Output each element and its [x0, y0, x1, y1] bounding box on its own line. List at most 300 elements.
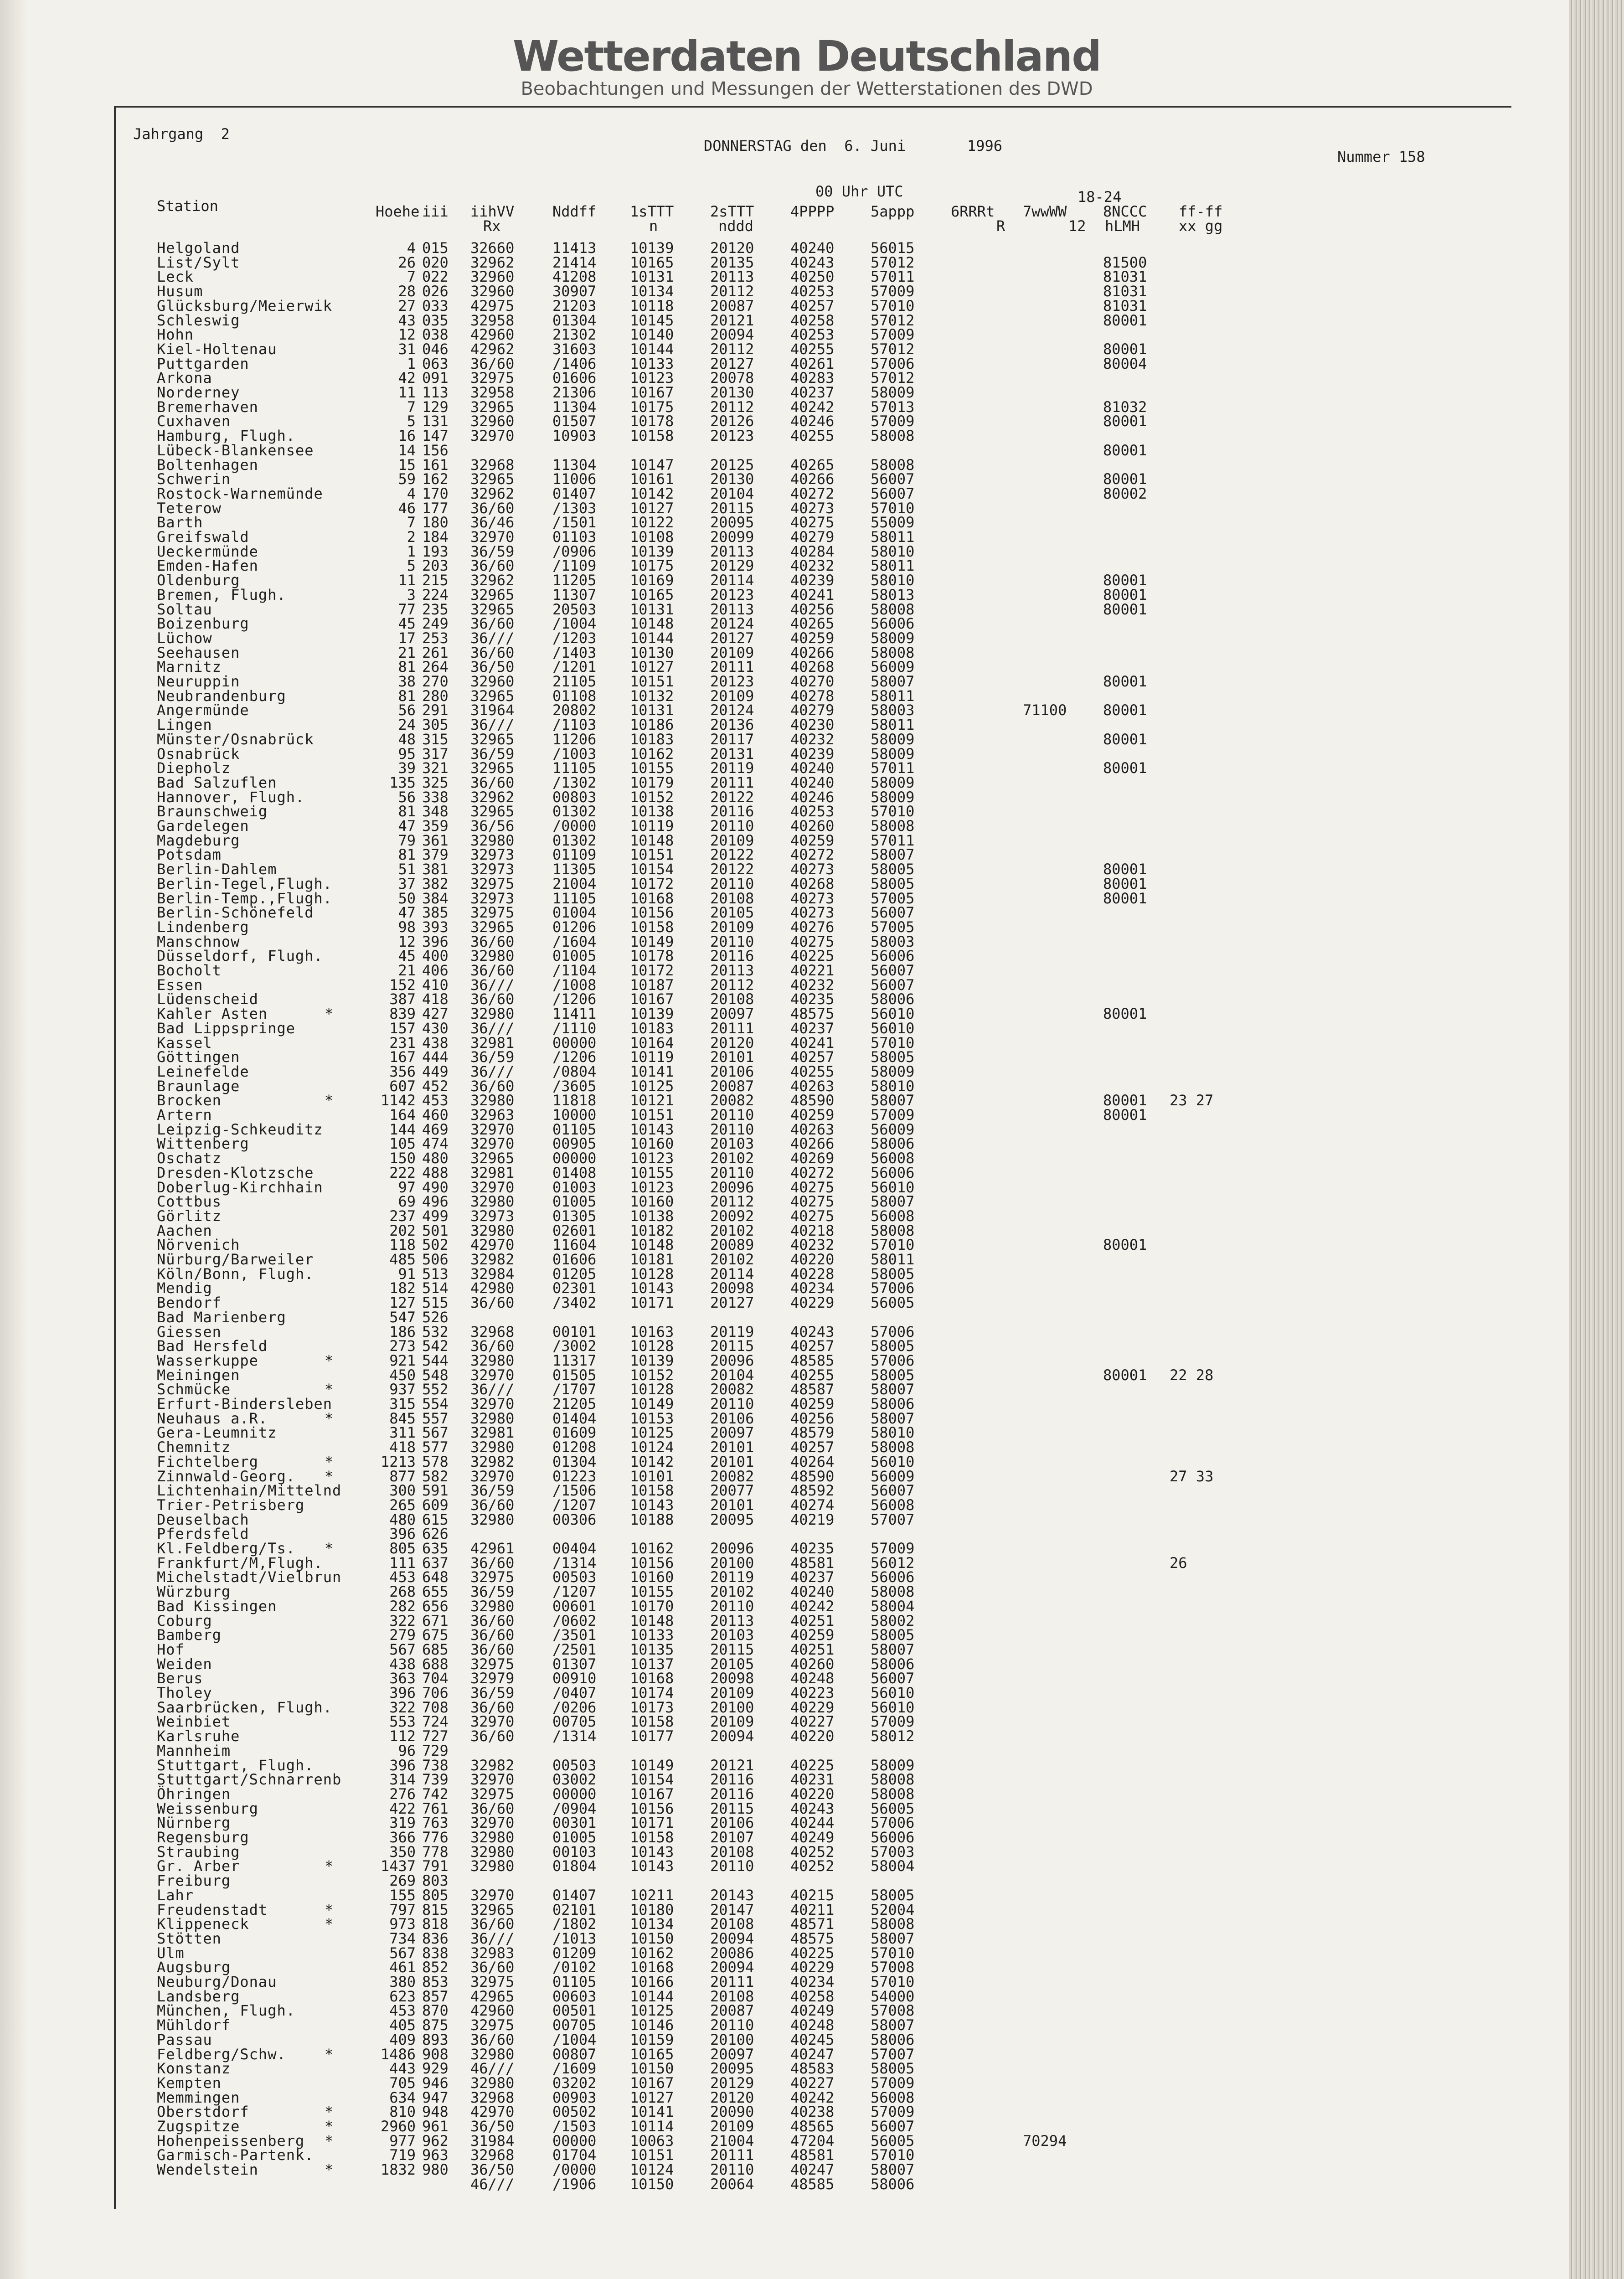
- hoehe: 167: [389, 1048, 416, 1066]
- group-4pppp: 40268: [790, 658, 835, 676]
- iihvv: 36/56: [470, 817, 515, 835]
- group-ff: 23 27: [1170, 1092, 1214, 1109]
- group-2sttt: 20110: [710, 1164, 754, 1181]
- station-name: Münster/Osnabrück: [157, 730, 314, 748]
- station-name: Lichtenhain/Mittelnd: [157, 1482, 342, 1500]
- iii: 026: [422, 283, 449, 300]
- group-4pppp: 40240: [790, 759, 835, 777]
- group-1sttt: 10154: [630, 861, 674, 878]
- hoehe: 43: [398, 311, 416, 329]
- group-5appp: 55009: [871, 514, 915, 531]
- group-5appp: 56005: [871, 2132, 915, 2150]
- group-1sttt: 10146: [630, 2016, 674, 2034]
- nddff: 00910: [552, 1670, 597, 1687]
- mountain-marker: *: [325, 2118, 334, 2135]
- iii: 321: [422, 759, 449, 777]
- station-name: Augsburg: [157, 1959, 231, 1976]
- group-8nccc: 80001: [1103, 572, 1147, 589]
- iii: 261: [422, 644, 449, 661]
- group-4pppp: 40219: [790, 1511, 835, 1528]
- group-1sttt: 10149: [630, 1756, 674, 1774]
- station-name: Schmücke: [157, 1381, 231, 1398]
- station-name: Wendelstein: [157, 2161, 258, 2179]
- group-5appp: 58005: [871, 1048, 915, 1066]
- hoehe: 7: [407, 268, 416, 286]
- iihvv: 42975: [470, 297, 515, 315]
- iii: 020: [422, 253, 449, 271]
- group-2sttt: 20099: [710, 528, 754, 546]
- group-5appp: 58009: [871, 1756, 915, 1774]
- group-4pppp: 48581: [790, 1554, 835, 1572]
- iii: 253: [422, 629, 449, 647]
- group-4pppp: 40239: [790, 572, 835, 589]
- group-8nccc: 81500: [1103, 253, 1147, 271]
- group-4pppp: 40235: [790, 1540, 835, 1557]
- group-1sttt: 10147: [630, 456, 674, 474]
- iihvv: 32980: [470, 1829, 515, 1846]
- group-1sttt: 10148: [630, 831, 674, 849]
- station-name: Saarbrücken, Flugh.: [157, 1698, 333, 1716]
- hoehe: 5: [407, 412, 416, 430]
- nddff: /1604: [552, 933, 597, 950]
- group-2sttt: 20120: [710, 239, 754, 257]
- station-name: Emden-Hafen: [157, 557, 258, 575]
- group-4pppp: 40241: [790, 586, 835, 603]
- group-5appp: 56007: [871, 2118, 915, 2135]
- group-2sttt: 20117: [710, 730, 754, 748]
- iii: 385: [422, 904, 449, 922]
- group-5appp: 56010: [871, 1684, 915, 1702]
- station-name: Garmisch-Partenk.: [157, 2146, 314, 2164]
- nddff: /1506: [552, 1482, 597, 1500]
- iii: 729: [422, 1742, 449, 1759]
- group-5appp: 58006: [871, 1135, 915, 1153]
- group-4pppp: 40259: [790, 629, 835, 647]
- nddff: /0206: [552, 1698, 597, 1716]
- group-1sttt: 10182: [630, 1222, 674, 1239]
- group-2sttt: 20123: [710, 586, 754, 603]
- hoehe: 105: [389, 1135, 416, 1153]
- group-4pppp: 40241: [790, 1034, 835, 1052]
- station-name: Lübeck-Blankensee: [157, 441, 314, 459]
- group-4pppp: 40260: [790, 817, 835, 835]
- nddff: /2501: [552, 1640, 597, 1658]
- group-5appp: 58005: [871, 1265, 915, 1283]
- station-name: Potsdam: [157, 846, 222, 864]
- nddff: 00103: [552, 1843, 597, 1861]
- group-2sttt: 20147: [710, 1901, 754, 1918]
- nddff: 11413: [552, 239, 597, 257]
- nddff: 00503: [552, 1756, 597, 1774]
- station-name: München, Flugh.: [157, 2002, 295, 2020]
- hoehe: 268: [389, 1583, 416, 1601]
- group-1sttt: 10119: [630, 1048, 674, 1066]
- nddff: 02601: [552, 1222, 597, 1239]
- hoehe: 50: [398, 889, 416, 907]
- group-5appp: 58006: [871, 1655, 915, 1673]
- group-2sttt: 20100: [710, 1554, 754, 1572]
- group-4pppp: 40257: [790, 1337, 835, 1355]
- station-name: Gera-Leumnitz: [157, 1424, 277, 1442]
- group-4pppp: 40252: [790, 1843, 835, 1861]
- hoehe: 485: [389, 1251, 416, 1268]
- station-name: Fichtelberg: [157, 1453, 258, 1470]
- group-4pppp: 40229: [790, 1959, 835, 1976]
- group-4pppp: 40258: [790, 1987, 835, 2005]
- nddff: 01005: [552, 1829, 597, 1846]
- group-5appp: 56008: [871, 1207, 915, 1225]
- iihvv: 42960: [470, 326, 515, 344]
- station-name: Bad Kissingen: [157, 1597, 277, 1615]
- group-1sttt: 10128: [630, 1265, 674, 1283]
- group-4pppp: 48590: [790, 1092, 835, 1109]
- group-2sttt: 20110: [710, 1857, 754, 1875]
- group-2sttt: 20113: [710, 542, 754, 560]
- group-5appp: 56008: [871, 1150, 915, 1167]
- iihvv: 32968: [470, 2088, 515, 2106]
- group-2sttt: 20096: [710, 1178, 754, 1196]
- station-name: Klippeneck: [157, 1915, 249, 1933]
- group-5appp: 57011: [871, 831, 915, 849]
- hoehe: 21: [398, 644, 416, 661]
- group-8nccc: 80001: [1103, 701, 1147, 719]
- iii: 348: [422, 803, 449, 820]
- iii: 980: [422, 2161, 449, 2179]
- station-name: Bremen, Flugh.: [157, 586, 286, 603]
- iii: 291: [422, 701, 449, 719]
- nddff: 01404: [552, 1409, 597, 1427]
- nddff: 01609: [552, 1424, 597, 1442]
- nddff: /0904: [552, 1799, 597, 1817]
- hoehe: 15: [398, 456, 416, 474]
- iihvv: 32973: [470, 861, 515, 878]
- group-1sttt: 10144: [630, 629, 674, 647]
- group-1sttt: 10178: [630, 947, 674, 965]
- iihvv: 32970: [470, 1814, 515, 1832]
- iihvv: 32960: [470, 673, 515, 690]
- group-5appp: 58008: [871, 456, 915, 474]
- group-4pppp: 40275: [790, 933, 835, 950]
- station-name: Dresden-Klotzsche: [157, 1164, 314, 1181]
- iii: 384: [422, 889, 449, 907]
- group-4pppp: 40253: [790, 326, 835, 344]
- iihvv: 36/60: [470, 1799, 515, 1817]
- nddff: /1110: [552, 1019, 597, 1037]
- group-1sttt: 10125: [630, 1077, 674, 1095]
- iihvv: 32973: [470, 846, 515, 864]
- iihvv: 32963: [470, 1106, 515, 1124]
- group-2sttt: 20101: [710, 1439, 754, 1456]
- nddff: 01704: [552, 2146, 597, 2164]
- iii: 280: [422, 687, 449, 705]
- station-name: Trier-Petrisberg: [157, 1496, 305, 1514]
- hoehe: 51: [398, 861, 416, 878]
- col-5appp: 5appp: [871, 203, 915, 220]
- station-name: Cuxhaven: [157, 412, 231, 430]
- group-2sttt: 20104: [710, 485, 754, 502]
- iii: 506: [422, 1251, 449, 1268]
- group-2sttt: 20116: [710, 1771, 754, 1789]
- group-5appp: 57006: [871, 1814, 915, 1832]
- group-5appp: 58007: [871, 1092, 915, 1109]
- group-5appp: 56010: [871, 1005, 915, 1023]
- iii: 113: [422, 384, 449, 401]
- iii: 063: [422, 355, 449, 372]
- iihvv: 32980: [470, 2074, 515, 2092]
- group-4pppp: 40220: [790, 1785, 835, 1803]
- group-2sttt: 20100: [710, 1698, 754, 1716]
- nddff: 00501: [552, 2002, 597, 2020]
- group-2sttt: 20095: [710, 514, 754, 531]
- iihvv: 32970: [470, 1120, 515, 1138]
- nddff: 01606: [552, 1251, 597, 1268]
- station-name: Angermünde: [157, 701, 249, 719]
- station-name: Bad Marienberg: [157, 1308, 286, 1326]
- group-8nccc: 81031: [1103, 283, 1147, 300]
- group-5appp: 56006: [871, 615, 915, 633]
- group-2sttt: 20127: [710, 1294, 754, 1312]
- iii: 688: [422, 1655, 449, 1673]
- iihvv: 32965: [470, 918, 515, 936]
- hoehe: 937: [389, 1381, 416, 1398]
- hoehe: 396: [389, 1525, 416, 1543]
- mountain-marker: *: [325, 1092, 334, 1109]
- iihvv: 36/59: [470, 1048, 515, 1066]
- hoehe: 157: [389, 1019, 416, 1037]
- group-4pppp: 40240: [790, 773, 835, 791]
- group-5appp: 57009: [871, 1106, 915, 1124]
- hoehe: 366: [389, 1829, 416, 1846]
- station-name: Würzburg: [157, 1583, 231, 1601]
- group-1sttt: 10156: [630, 1799, 674, 1817]
- group-8nccc: 80001: [1103, 861, 1147, 878]
- nddff: 01408: [552, 1164, 597, 1181]
- hoehe: 81: [398, 687, 416, 705]
- station-name: Freudenstadt: [157, 1901, 268, 1918]
- group-8nccc: 80001: [1103, 340, 1147, 358]
- group-4pppp: 40275: [790, 1178, 835, 1196]
- station-name: Mendig: [157, 1279, 212, 1297]
- mountain-marker: *: [325, 1351, 334, 1369]
- iihvv: 36/60: [470, 499, 515, 517]
- group-5appp: 56007: [871, 976, 915, 994]
- nddff: 10000: [552, 1106, 597, 1124]
- group-1sttt: 10143: [630, 1857, 674, 1875]
- group-5appp: 57010: [871, 1973, 915, 1990]
- group-2sttt: 20112: [710, 340, 754, 358]
- group-5appp: 58005: [871, 2060, 915, 2078]
- station-name: Frankfurt/M,Flugh.: [157, 1554, 323, 1572]
- group-5appp: 56010: [871, 1698, 915, 1716]
- nddff: /1008: [552, 976, 597, 994]
- iihvv: 36/60: [470, 962, 515, 979]
- group-8nccc: 80001: [1103, 673, 1147, 690]
- station-name: Konstanz: [157, 2060, 231, 2078]
- nddff: 01302: [552, 831, 597, 849]
- station-name: Neuhaus a.R.: [157, 1409, 268, 1427]
- group-2sttt: 20129: [710, 557, 754, 575]
- nddff: 01103: [552, 528, 597, 546]
- group-1sttt: 10153: [630, 1409, 674, 1427]
- group-5appp: 58008: [871, 1785, 915, 1803]
- group-4pppp: 40257: [790, 1048, 835, 1066]
- station-name: Aachen: [157, 1222, 212, 1239]
- group-2sttt: 20082: [710, 1467, 754, 1485]
- station-name: Schleswig: [157, 311, 240, 329]
- station-name: Bad Lippspringe: [157, 1019, 295, 1037]
- group-1sttt: 10188: [630, 1511, 674, 1528]
- group-2sttt: 20130: [710, 384, 754, 401]
- iii: 685: [422, 1640, 449, 1658]
- station-name: Nürnberg: [157, 1814, 231, 1832]
- iii: 015: [422, 239, 449, 257]
- group-1sttt: 10123: [630, 1150, 674, 1167]
- iii: 875: [422, 2016, 449, 2034]
- group-4pppp: 40252: [790, 1857, 835, 1875]
- iihvv: 32958: [470, 311, 515, 329]
- group-1sttt: 10127: [630, 499, 674, 517]
- iii: 156: [422, 441, 449, 459]
- iii: 961: [422, 2118, 449, 2135]
- nddff: /1303: [552, 499, 597, 517]
- group-2sttt: 21004: [710, 2132, 754, 2150]
- col-7wwww: 7wwWW: [1023, 203, 1067, 220]
- nddff: 01505: [552, 1366, 597, 1384]
- iihvv: 36/60: [470, 355, 515, 372]
- group-2sttt: 20104: [710, 1366, 754, 1384]
- hoehe: 11: [398, 384, 416, 401]
- group-4pppp: 40272: [790, 846, 835, 864]
- nddff: 01005: [552, 947, 597, 965]
- iii: 129: [422, 398, 449, 416]
- group-1sttt: 10123: [630, 1178, 674, 1196]
- group-5appp: 58010: [871, 1424, 915, 1442]
- hoehe: 144: [389, 1120, 416, 1138]
- hoehe: 567: [389, 1944, 416, 1962]
- group-5appp: 58008: [871, 1439, 915, 1456]
- mountain-marker: *: [325, 1901, 334, 1918]
- group-1sttt: 10160: [630, 1193, 674, 1211]
- iihvv: 32965: [470, 730, 515, 748]
- nddff: 00306: [552, 1511, 597, 1528]
- iii: 803: [422, 1872, 449, 1890]
- iii: 948: [422, 2103, 449, 2121]
- hoehe: 265: [389, 1496, 416, 1514]
- station-name: Lingen: [157, 716, 212, 734]
- group-1sttt: 10156: [630, 904, 674, 922]
- group-2sttt: 20116: [710, 803, 754, 820]
- group-2sttt: 20124: [710, 701, 754, 719]
- mountain-marker: *: [325, 2132, 334, 2150]
- iihvv: 32965: [470, 1150, 515, 1167]
- group-1sttt: 10178: [630, 412, 674, 430]
- group-2sttt: 20113: [710, 600, 754, 618]
- group-1sttt: 10149: [630, 933, 674, 950]
- iihvv: 36/50: [470, 2118, 515, 2135]
- iihvv: 32970: [470, 427, 515, 445]
- hoehe: 350: [389, 1843, 416, 1861]
- group-1sttt: 10131: [630, 268, 674, 286]
- nddff: 03002: [552, 1771, 597, 1789]
- iihvv: 36///: [470, 1062, 515, 1080]
- station-name: Gr. Arber: [157, 1857, 240, 1875]
- group-1sttt: 10175: [630, 557, 674, 575]
- group-2sttt: 20127: [710, 355, 754, 372]
- nddff: 00705: [552, 2016, 597, 2034]
- iii: 836: [422, 1929, 449, 1947]
- group-1sttt: 10160: [630, 1135, 674, 1153]
- page-subtitle: Beobachtungen und Messungen der Wetterstationen des DWD: [521, 78, 1093, 99]
- station-name: Stuttgart/Schnarrenb: [157, 1771, 342, 1789]
- hoehe: 16: [398, 427, 416, 445]
- group-2sttt: 20087: [710, 1077, 754, 1095]
- iihvv: 32980: [470, 1005, 515, 1023]
- group-2sttt: 20094: [710, 326, 754, 344]
- iihvv: 32980: [470, 2045, 515, 2063]
- station-name: Landsberg: [157, 1987, 240, 2005]
- station-name: Oldenburg: [157, 572, 240, 589]
- hoehe: 26: [398, 253, 416, 271]
- group-1sttt: 10139: [630, 239, 674, 257]
- group-1sttt: 10138: [630, 803, 674, 820]
- group-1sttt: 10169: [630, 572, 674, 589]
- iii: 908: [422, 2045, 449, 2063]
- group-5appp: 57009: [871, 412, 915, 430]
- group-4pppp: 40232: [790, 730, 835, 748]
- nddff: 20802: [552, 701, 597, 719]
- iii: 838: [422, 1944, 449, 1962]
- nddff: 21302: [552, 326, 597, 344]
- group-1sttt: 10171: [630, 1814, 674, 1832]
- group-2sttt: 20078: [710, 369, 754, 387]
- mountain-marker: *: [325, 1467, 334, 1485]
- station-name: Lindenberg: [157, 918, 249, 936]
- hoehe: 222: [389, 1164, 416, 1181]
- nddff: /1206: [552, 1048, 597, 1066]
- iii: 038: [422, 326, 449, 344]
- iii: 496: [422, 1193, 449, 1211]
- hoehe: 28: [398, 283, 416, 300]
- iihvv: 32984: [470, 1265, 515, 1283]
- group-2sttt: 20110: [710, 1597, 754, 1615]
- station-name: Oberstdorf: [157, 2103, 249, 2121]
- nddff: /1609: [552, 2060, 597, 2078]
- iii: 548: [422, 1366, 449, 1384]
- nddff: 01205: [552, 1265, 597, 1283]
- iii: 170: [422, 485, 449, 502]
- group-5appp: 56009: [871, 1120, 915, 1138]
- group-2sttt: 20089: [710, 1236, 754, 1254]
- iii: 501: [422, 1222, 449, 1239]
- iii: 542: [422, 1337, 449, 1355]
- group-4pppp: 40259: [790, 1626, 835, 1644]
- iihvv: 36///: [470, 716, 515, 734]
- nddff: 01105: [552, 1973, 597, 1990]
- group-2sttt: 20100: [710, 2031, 754, 2048]
- group-5appp: 58007: [871, 846, 915, 864]
- group-2sttt: 20101: [710, 1496, 754, 1514]
- group-1sttt: 10145: [630, 311, 674, 329]
- nddff: 11604: [552, 1236, 597, 1254]
- group-4pppp: 40249: [790, 1829, 835, 1846]
- group-4pppp: 40235: [790, 990, 835, 1008]
- group-2sttt: 20108: [710, 990, 754, 1008]
- station-name: Artern: [157, 1106, 212, 1124]
- nddff: 21203: [552, 297, 597, 315]
- group-5appp: 58005: [871, 1366, 915, 1384]
- group-4pppp: 40263: [790, 1077, 835, 1095]
- group-5appp: 57011: [871, 268, 915, 286]
